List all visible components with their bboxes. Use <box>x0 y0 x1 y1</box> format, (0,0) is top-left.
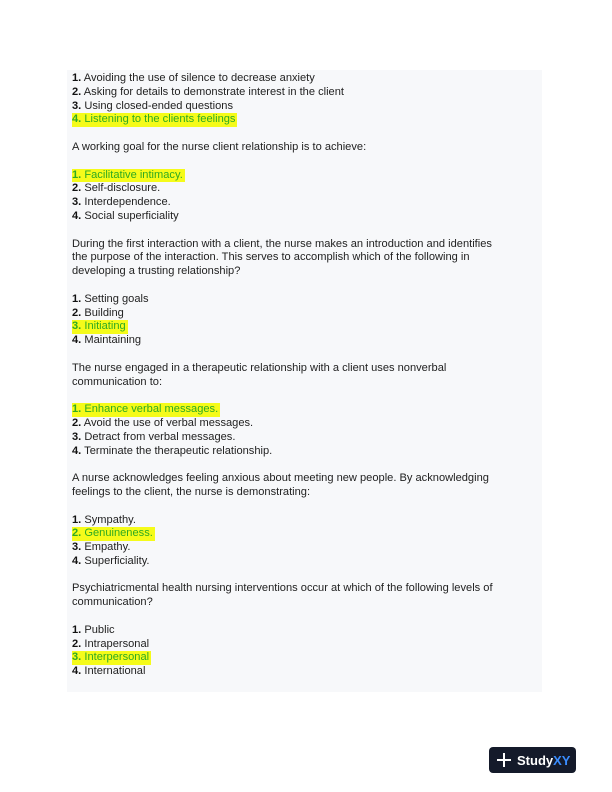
q2-option-3: 3. Interdependence. <box>72 196 171 209</box>
q3-option-4: 4. Maintaining <box>72 334 142 347</box>
q2-option-4: 4. Social superficiality <box>72 209 179 222</box>
q3-question-line-3: developing a trusting relationship? <box>72 265 241 278</box>
q5-option-3: 3. Empathy. <box>72 541 131 554</box>
plus-icon <box>497 753 511 767</box>
document-panel <box>67 70 542 692</box>
q1-option-1: 1. Avoiding the use of silence to decrease anxiety <box>72 72 315 84</box>
q4-question-line-2: communication to: <box>72 375 163 388</box>
q1-option-3: 3. Using closed-ended questions <box>72 99 233 112</box>
q4-option-4: 4. Terminate the therapeutic relationship. <box>72 444 273 457</box>
q5-question-line-1: A nurse acknowledges feeling anxious about meeting new people. By acknowledging <box>72 472 489 485</box>
q5-option-4: 4. Superficiality. <box>72 554 150 567</box>
q5-question-line-2: feelings to the client, the nurse is demonstrating: <box>72 485 311 498</box>
q1-option-4-answer: 4. Listening to the clients feelings <box>72 113 236 126</box>
q5-option-1: 1. Sympathy. <box>72 513 136 526</box>
q4-option-3: 3. Detract from verbal messages. <box>72 430 236 443</box>
q3-question-line-1: During the first interaction with a client, the nurse makes an introduction and identifies <box>72 237 492 250</box>
q6-question-line-1: Psychiatricmental health nursing interventions occur at which of the following levels of <box>72 582 493 595</box>
q6-option-4: 4. International <box>72 665 146 678</box>
q3-option-2: 2. Building <box>72 306 124 319</box>
q1-option-2: 2. Asking for details to demonstrate interest in the client <box>72 85 344 98</box>
q6-option-2: 2. Intrapersonal <box>72 637 150 650</box>
q2-option-2: 2. Self-disclosure. <box>72 182 161 195</box>
q2-question: A working goal for the nurse client relationship is to achieve: <box>72 140 367 153</box>
brand-name-part2: XY <box>553 752 571 768</box>
q2-option-1-answer: 1. Facilitative intimacy. <box>72 168 183 181</box>
q6-option-1: 1. Public <box>72 623 115 636</box>
q3-option-1: 1. Setting goals <box>72 292 149 305</box>
brand-name-part1: Study <box>517 752 554 768</box>
studyxy-logo-badge[interactable] <box>489 747 576 773</box>
q5-option-2-answer: 2. Genuineness. <box>72 527 153 540</box>
q4-option-2: 2. Avoid the use of verbal messages. <box>72 416 254 429</box>
q4-question-line-1: The nurse engaged in a therapeutic relationship with a client uses nonverbal <box>72 361 447 374</box>
q6-question-line-2: communication? <box>72 596 153 609</box>
q3-option-3-answer: 3. Initiating <box>72 320 126 333</box>
q4-option-1-answer: 1. Enhance verbal messages. <box>72 403 219 416</box>
q3-question-line-2: the purpose of the interaction. This serves to accomplish which of the following in <box>72 251 470 264</box>
q6-option-3-answer: 3. Interpersonal <box>72 651 150 664</box>
